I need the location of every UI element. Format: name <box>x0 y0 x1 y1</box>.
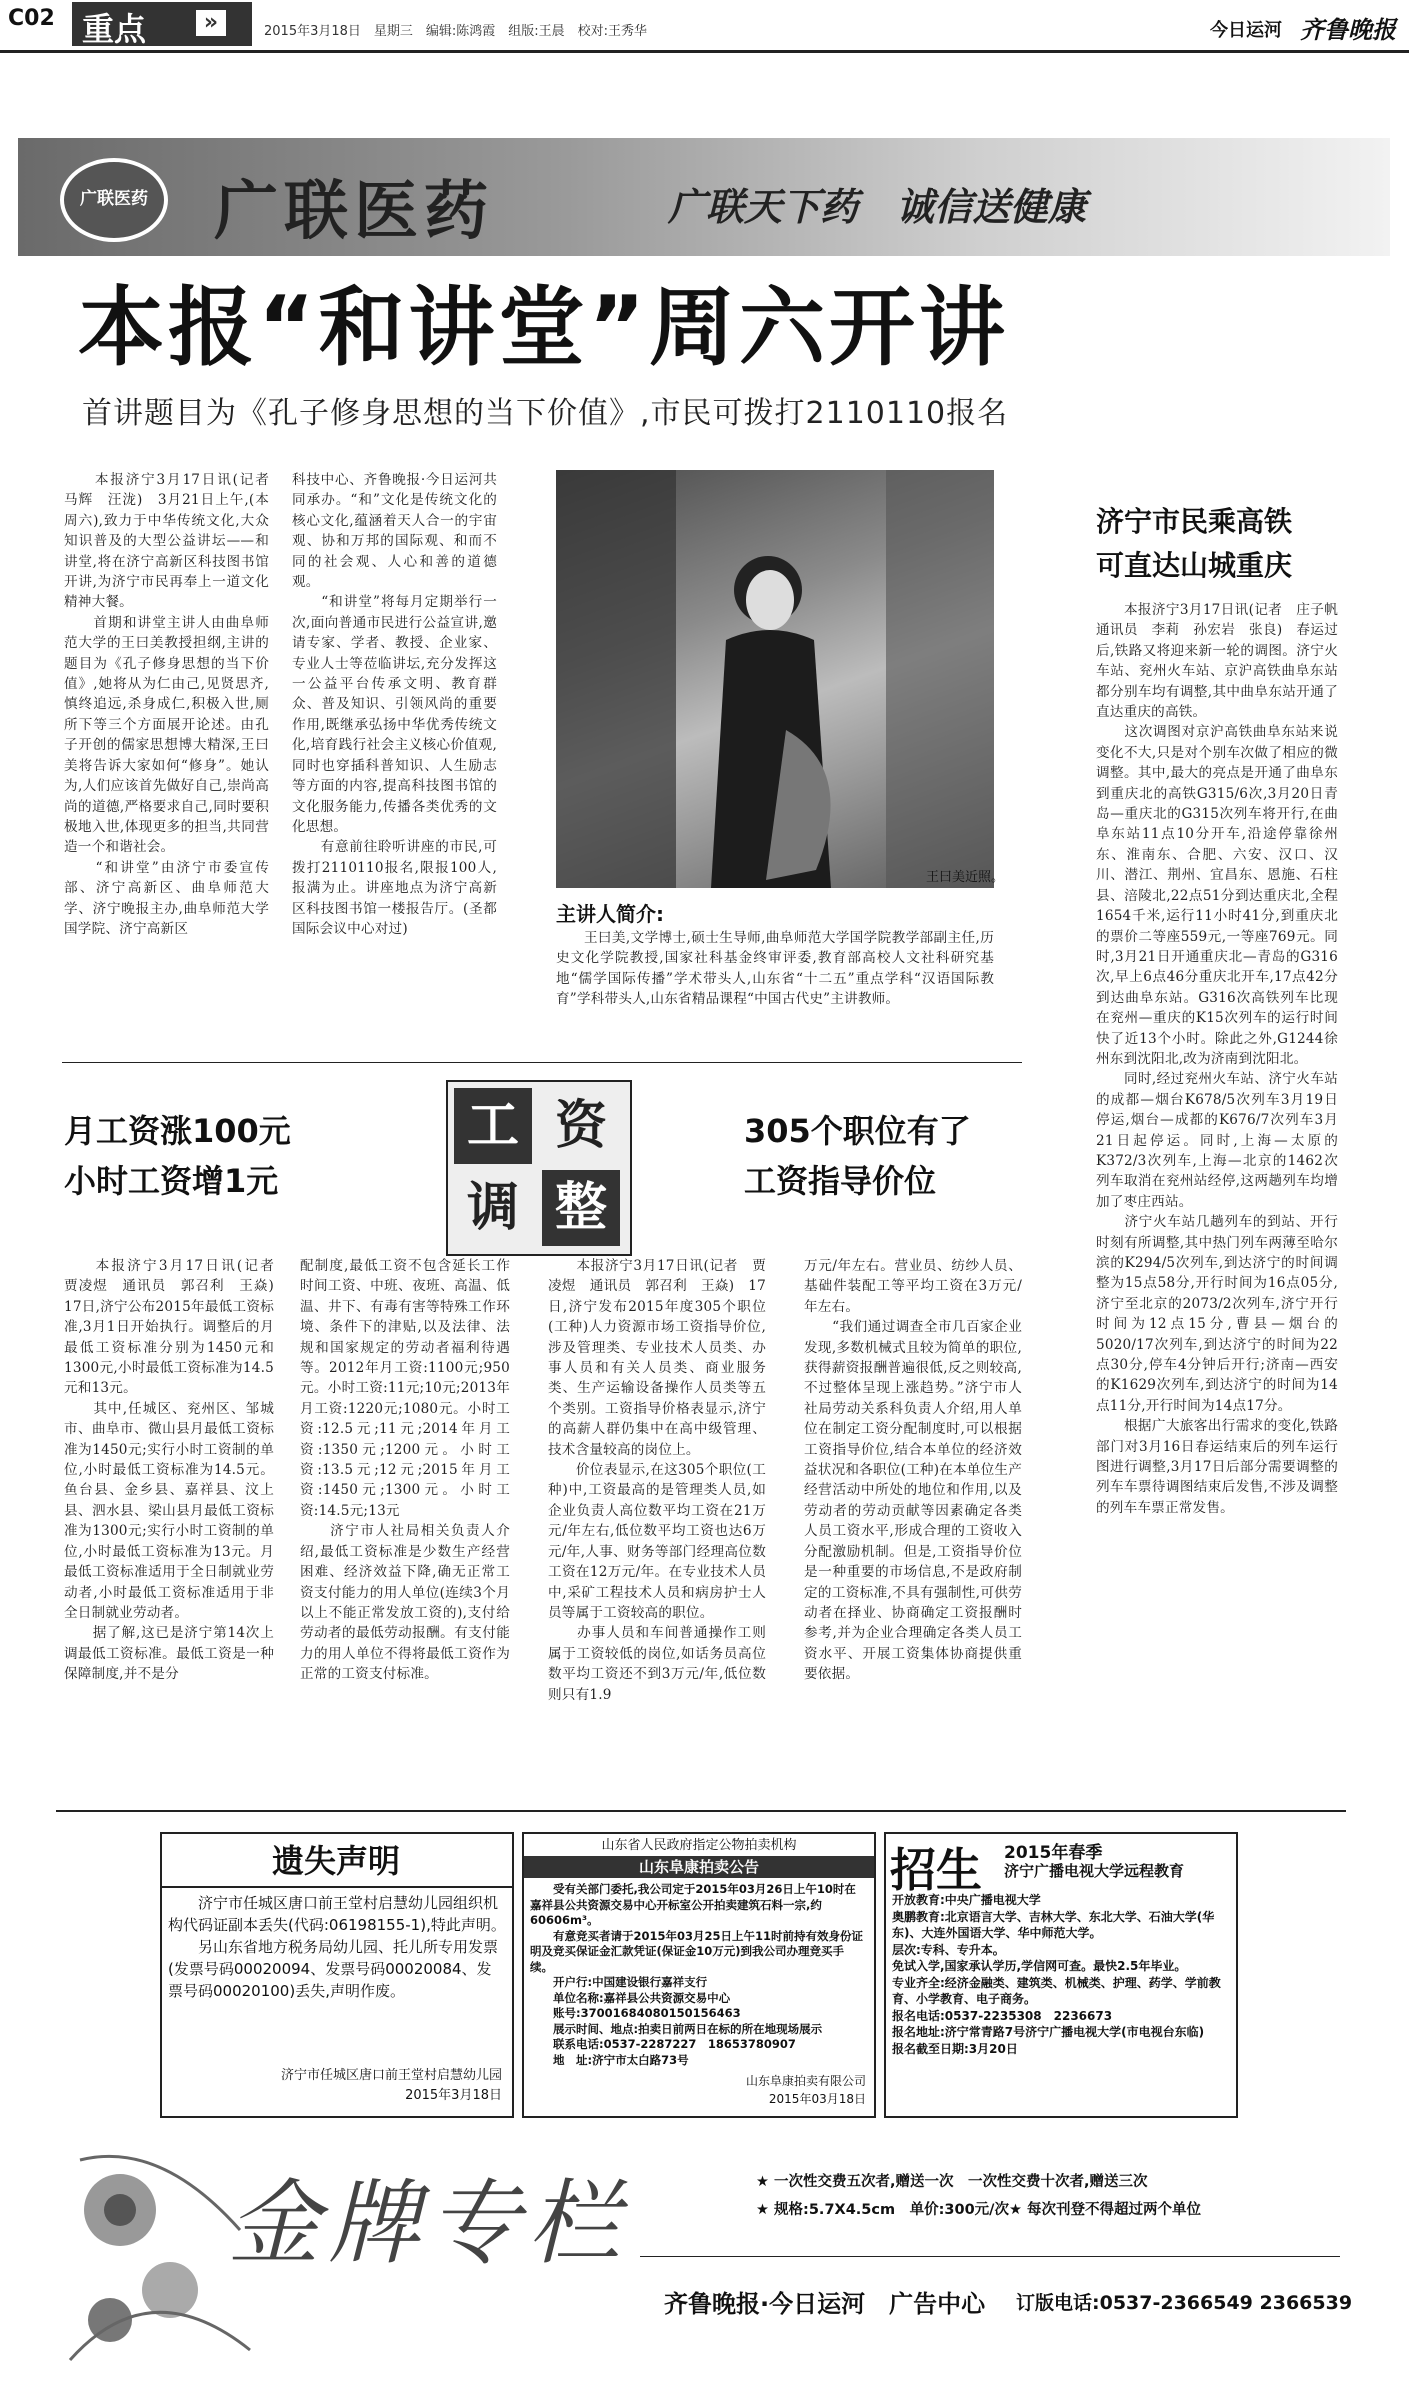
lead-bottom-rule <box>62 1062 1022 1063</box>
lost-notice-signer: 济宁市任城区唐口前王堂村启慧幼儿园 <box>280 2068 502 2083</box>
recruit-body: 开放教育:中央广播电视大学 奥鹏教育:北京语言大学、吉林大学、东北大学、石油大学(华东)、大连外国语大学、华中师范大学。 层次:专科、专升本。 免试入学,国家承认学历,学信网可查。最快2.5年毕业。 专业齐全:经济金融类、建筑类、机械类、护理、药学、学前教育、小学教育、电子商务。 报名电话:0537-2235308 2236673 报名地址:济宁常青路7号济宁广播电视大学(市电视台东临) 报名截至日期:3月20日 <box>892 1893 1221 2056</box>
bio-text: 王曰美,文学博士,硕士生导师,曲阜师范大学国学院教学部副主任,历史文化学院教授,国家社科基金终审评委,教育部高校人文社科研究基地“儒学国际传播”学术带头人,山东省“十二五”重点学科“汉语国际教育”学科带头人,山东省精品课程“中国古代史”主讲教师。 <box>556 930 994 1008</box>
page-number: C02 <box>8 6 55 31</box>
gold-footer-rule <box>640 2256 1340 2257</box>
header-rule <box>0 50 1409 53</box>
auction-date: 2015年03月18日 <box>768 2092 866 2106</box>
paper-logo: 齐鲁晚报 <box>1300 15 1396 44</box>
wage-left-column-2: 配制度,最低工资不包含延长工作时间工资、中班、夜班、高温、低温、井下、有毒有害等特殊工作环境、条件下的津贴,以及法律、法规和国家规定的劳动者福利待遇等。2012年月工资:1100元;950元。小时工资:11元;10元;2013年月工资:1220元;1080元。小时工资:12.5元;11元;2014年月工资:1350元;1200元。小时工资:13.5元;12元;2015年月工资:1450元;1300元。小时工资:14.5元;13元 济宁市人社局相关负责人介绍,最低工资标准是少数生产经营困难、经济效益下降,确无正常工资支付能力的用人单位(连续3个月以上不能正常发放工资的),支付给劳动者的最低劳动报酬。有支付能力的用人单位不得将最低工资作为正常的工资支付标准。 <box>300 1258 510 1683</box>
double-chevron-icon: » <box>196 10 226 36</box>
lost-notice-date: 2015年3月18日 <box>405 2088 502 2103</box>
date-editor-line: 2015年3月18日 星期三 编辑:陈鸿霞 组版:王晨 校对:王秀华 <box>264 24 648 39</box>
ad-center-name: 齐鲁晚报·今日运河 广告中心 <box>664 2290 986 2318</box>
lead-column-1: 本报济宁3月17日讯(记者 马辉 汪泷) 3月21日上午,(本周六),致力于中华传统文化,大众知识普及的大型公益讲坛——和讲堂,将在济宁高新区科技图书馆开讲,为济宁市民再奉上一道文化精神大餐。 首期和讲堂主讲人由曲阜师范大学的王曰美教授担纲,主讲的题目为《孔子修身思想的当下价值》,她将从为仁由己,见贤思齐,慎终追远,杀身成仁,积极入世,厕所下等三个方面展开论述。由孔子开创的儒家思想博大精深,王曰美将告诉大家如何“修身”。她认为,人们应该首先做好自己,崇尚高尚的道德,严格要求自己,同时要积极地入世,体现更多的担当,共同营造一个和谐社会。 “和讲堂”由济宁市委宣传部、济宁高新区、曲阜师范大学、济宁晚报主办,曲阜师范大学国学院、济宁高新区 <box>64 472 269 937</box>
section-title: 重点 <box>82 10 147 48</box>
wage-left-headline: 月工资涨100元 小时工资增1元 <box>64 1112 291 1200</box>
lost-notice-title: 遗失声明 <box>160 1836 512 1888</box>
wage-tag-3: 调 <box>466 1178 519 1238</box>
auction-title: 山东阜康拍卖公告 <box>524 1856 874 1878</box>
wage-right-column-2: 万元/年左右。营业员、纺纱人员、基础件装配工等平均工资在3万元/年左右。 “我们通过调查全市几百家企业发现,多数机械式且较为简单的职位,获得薪资报酬普遍很低,反之则较高,不过整体呈现上涨趋势。”济宁市人社局劳动关系科负责人介绍,用人单位在制定工资分配制度时,可以根据工资指导价位,结合本单位的经济效益状况和各职位(工种)在本单位生产经营活动中所处的地位和作用,以及劳动者的劳动贡献等因素确定各类人员工资水平,形成合理的工资收入分配激励机制。但是,工资指导价位是一种重要的市场信息,不是政府制定的工资标准,不具有强制性,可供劳动者在择业、协商确定工资报酬时参考,并为企业合理确定各类人员工资水平、开展工资集体协商提供重要依据。 <box>804 1258 1022 1683</box>
recruit-big: 招生 <box>890 1843 982 1897</box>
sponsor-logo-text: 广联医药 <box>80 189 148 209</box>
wage-tag-4: 整 <box>542 1170 620 1246</box>
gold-column-title: 金牌专栏 <box>228 2170 629 2277</box>
edition-name: 今日运河 <box>1210 20 1282 41</box>
gold-column-line-2: ★ 规格:5.7X4.5cm 单价:300元/次★ 每次刊登不得超过两个单位 <box>756 2202 1202 2218</box>
photo-caption: 王曰美近照。 <box>926 870 1005 885</box>
wage-right-headline: 305个职位有了 工资指导价位 <box>744 1112 971 1200</box>
wage-tag-1: 工 <box>454 1088 532 1164</box>
lost-notice-body: 济宁市任城区唐口前王堂村启慧幼儿园组织机构代码证副本丢失(代码:06198155-1),特此声明。 另山东省地方税务局幼儿园、托儿所专用发票(发票号码00020094、发票号码00020084、发票号码00020100)丢失,声明作废。 <box>168 1894 506 2000</box>
lead-column-2: 科技中心、齐鲁晚报·今日运河共同承办。“和”文化是传统文化的核心文化,蕴涵着天人合一的宇宙观、协和万邦的国际观、和而不同的社会观、人心和善的道德观。 “和讲堂”将每月定期举行一次,面向普通市民进行公益宣讲,邀请专家、学者、教授、企业家、专业人士等莅临讲坛,充分发挥这一公益平台传承文明、教育群众、普及知识、引领风尚的重要作用,既继承弘扬中华优秀传统文化,培育践行社会主义核心价值观,同时也穿插科普知识、人生励志等方面的内容,提高科技图书馆的文化服务能力,传播各类优秀的文化思想。 有意前往聆听讲座的市民,可拨打2110110报名,限报100人,报满为止。讲座地点为济宁高新区科技图书馆一楼报告厅。(圣都国际会议中心对过) <box>292 472 497 937</box>
lead-headline: 本报“和讲堂”周六开讲 <box>78 278 1010 378</box>
sponsor-name: 广联医药 <box>214 175 494 249</box>
gold-column-line-1: ★ 一次性交费五次者,赠送一次 一次性交费十次者,赠送三次 <box>756 2174 1148 2190</box>
wage-tag-2: 资 <box>554 1096 607 1156</box>
auction-body: 受有关部门委托,我公司定于2015年03月26日上午10时在嘉祥县公共资源交易中心开标室公开拍卖建筑石料一宗,约60606m³。 有意竞买者请于2015年03月25日上午11时前持有效身份证明及竞买保证金汇款凭证(保证金10万元)到我公司办理竞买手续。 开户行:中国建设银行嘉祥支行 单位名称:嘉祥县公共资源交易中心 账号:37001684080150156463 展示时间、地点:拍卖日前两日在标的所在地现场展示 联系电话:0537-2287227 18653780907 地 址:济宁市太白路73号 <box>530 1882 864 2067</box>
ads-top-rule <box>56 1810 1346 1812</box>
sponsor-slogan: 广联天下药 诚信送健康 <box>668 185 1087 229</box>
ad-center-phone: 订版电话:0537-2366549 2366539 <box>1016 2292 1353 2314</box>
recruit-school: 济宁广播电视大学远程教育 <box>1004 1862 1185 1880</box>
auction-org: 山东省人民政府指定公物拍卖机构 <box>601 1838 797 1853</box>
wage-left-column-1: 本报济宁3月17日讯(记者 贾凌煜 通讯员 郭召利 王焱) 17日,济宁公布2015年最低工资标准,3月1日开始执行。调整后的月最低工资标准分别为1450元和1300元,小时最低工资标准为14.5元和13元。 其中,任城区、兖州区、邹城市、曲阜市、微山县月最低工资标准为1450元;实行小时工资制的单位,小时最低工资标准为14.5元。鱼台县、金乡县、嘉祥县、汶上县、泗水县、梁山县月最低工资标准为1300元;实行小时工资制的单位,小时最低工资标准为13元。月最低工资标准适用于全日制就业劳动者,小时最低工资标准适用于非全日制就业劳动者。 据了解,这已是济宁第14次上调最低工资标准。最低工资是一种保障制度,并不是分 <box>64 1258 274 1683</box>
portrait-photo <box>556 470 994 888</box>
rail-headline: 济宁市民乘高铁 可直达山城重庆 <box>1096 505 1293 582</box>
wage-right-column-1: 本报济宁3月17日讯(记者 贾凌煜 通讯员 郭召利 王焱) 17日,济宁发布2015年度305个职位(工种)人力资源市场工资指导价位,涉及管理类、专业技术人员类、办事人员和有关人员类、商业服务类、生产运输设备操作人员类等五个类别。工资指导价格表显示,济宁的高薪人群仍集中在高中级管理、技术含量较高的岗位上。 价位表显示,在这305个职位(工种)中,工资最高的是管理类人员,如企业负责人高位数平均工资在21万元/年左右,低位数平均工资也达6万元/年,人事、财务等部门经理高位数工资在12万元/年。在专业技术人员中,采矿工程技术人员和病房护士人员等属于工资较高的职位。 办事人员和车间普通操作工则属于工资较低的岗位,如话务员高位数平均工资还不到3万元/年,低位数则只有1.9 <box>548 1258 766 1703</box>
woman-figure-icon <box>556 470 994 888</box>
rail-text: 本报济宁3月17日讯(记者 庄子帆 通讯员 李莉 孙宏岩 张良) 春运过后,铁路又将迎来新一轮的调图。济宁火车站、兖州火车站、京沪高铁曲阜东站都分别车均有调整,其中曲阜东站开通了直达重庆的高铁。 这次调图对京沪高铁曲阜东站来说变化不大,只是对个别车次做了相应的微调整。其中,最大的亮点是开通了曲阜东到重庆北的高铁G315/6次,3月20日青岛—重庆北的G315次列车将开行,在曲阜东站11点10分开车,沿途停靠徐州东、淮南东、合肥、六安、汉口、汉川、潜江、荆州、宜昌东、恩施、石柱县、涪陵北,22点51分到达重庆北,全程1654千米,运行11小时41分,到重庆北的票价二等座559元,一等座769元。同时,3月21日开通重庆北—青岛的G316次,早上6点46分重庆北开车,17点42分到达曲阜东站。G316次高铁列车比现在兖州—重庆的K15次列车的运行时间快了近13个小时。除此之外,G1244徐州东到沈阳北,改为济南到沈阳北。 同时,经过兖州火车站、济宁火车站的成都—烟台K678/5次列车3月19日停运,烟台—成都的K676/7次列车3月21日起停运。同时,上海—太原的K372/3次列车,上海—北京的1462次列车取消在兖州站经停,这两趟列车均增加了枣庄西站。 济宁火车站几趟列车的到站、开行时刻有所调整,其中热门列车两薄至哈尔滨的K294/5次列车,到达济宁的时间调整为15点58分,开行时间为16点05分,济宁至北京的2073/2次列车,济宁开行时间为12点15分,曹县—烟台的5020/17次列车,到达济宁的时间为22点30分,停车4分钟后开行;济南—西安的K1629次列车,到达济宁的时间为14点11分,开行时间为14点17分。 根据广大旅客出行需求的变化,铁路部门对3月16日春运结束后的列车运行图进行调整,3月17日后部分需要调整的列车车票待调图结束后发售,不涉及调整的列车车票正常发售。 <box>1096 602 1338 1516</box>
recruit-season: 2015年春季 <box>1004 1843 1103 1863</box>
lead-subhead: 首讲题目为《孔子修身思想的当下价值》,市民可拨打2110110报名 <box>82 396 1009 431</box>
auction-signer: 山东阜康拍卖有限公司 <box>745 2074 866 2088</box>
bio-title: 主讲人简介: <box>556 902 664 926</box>
